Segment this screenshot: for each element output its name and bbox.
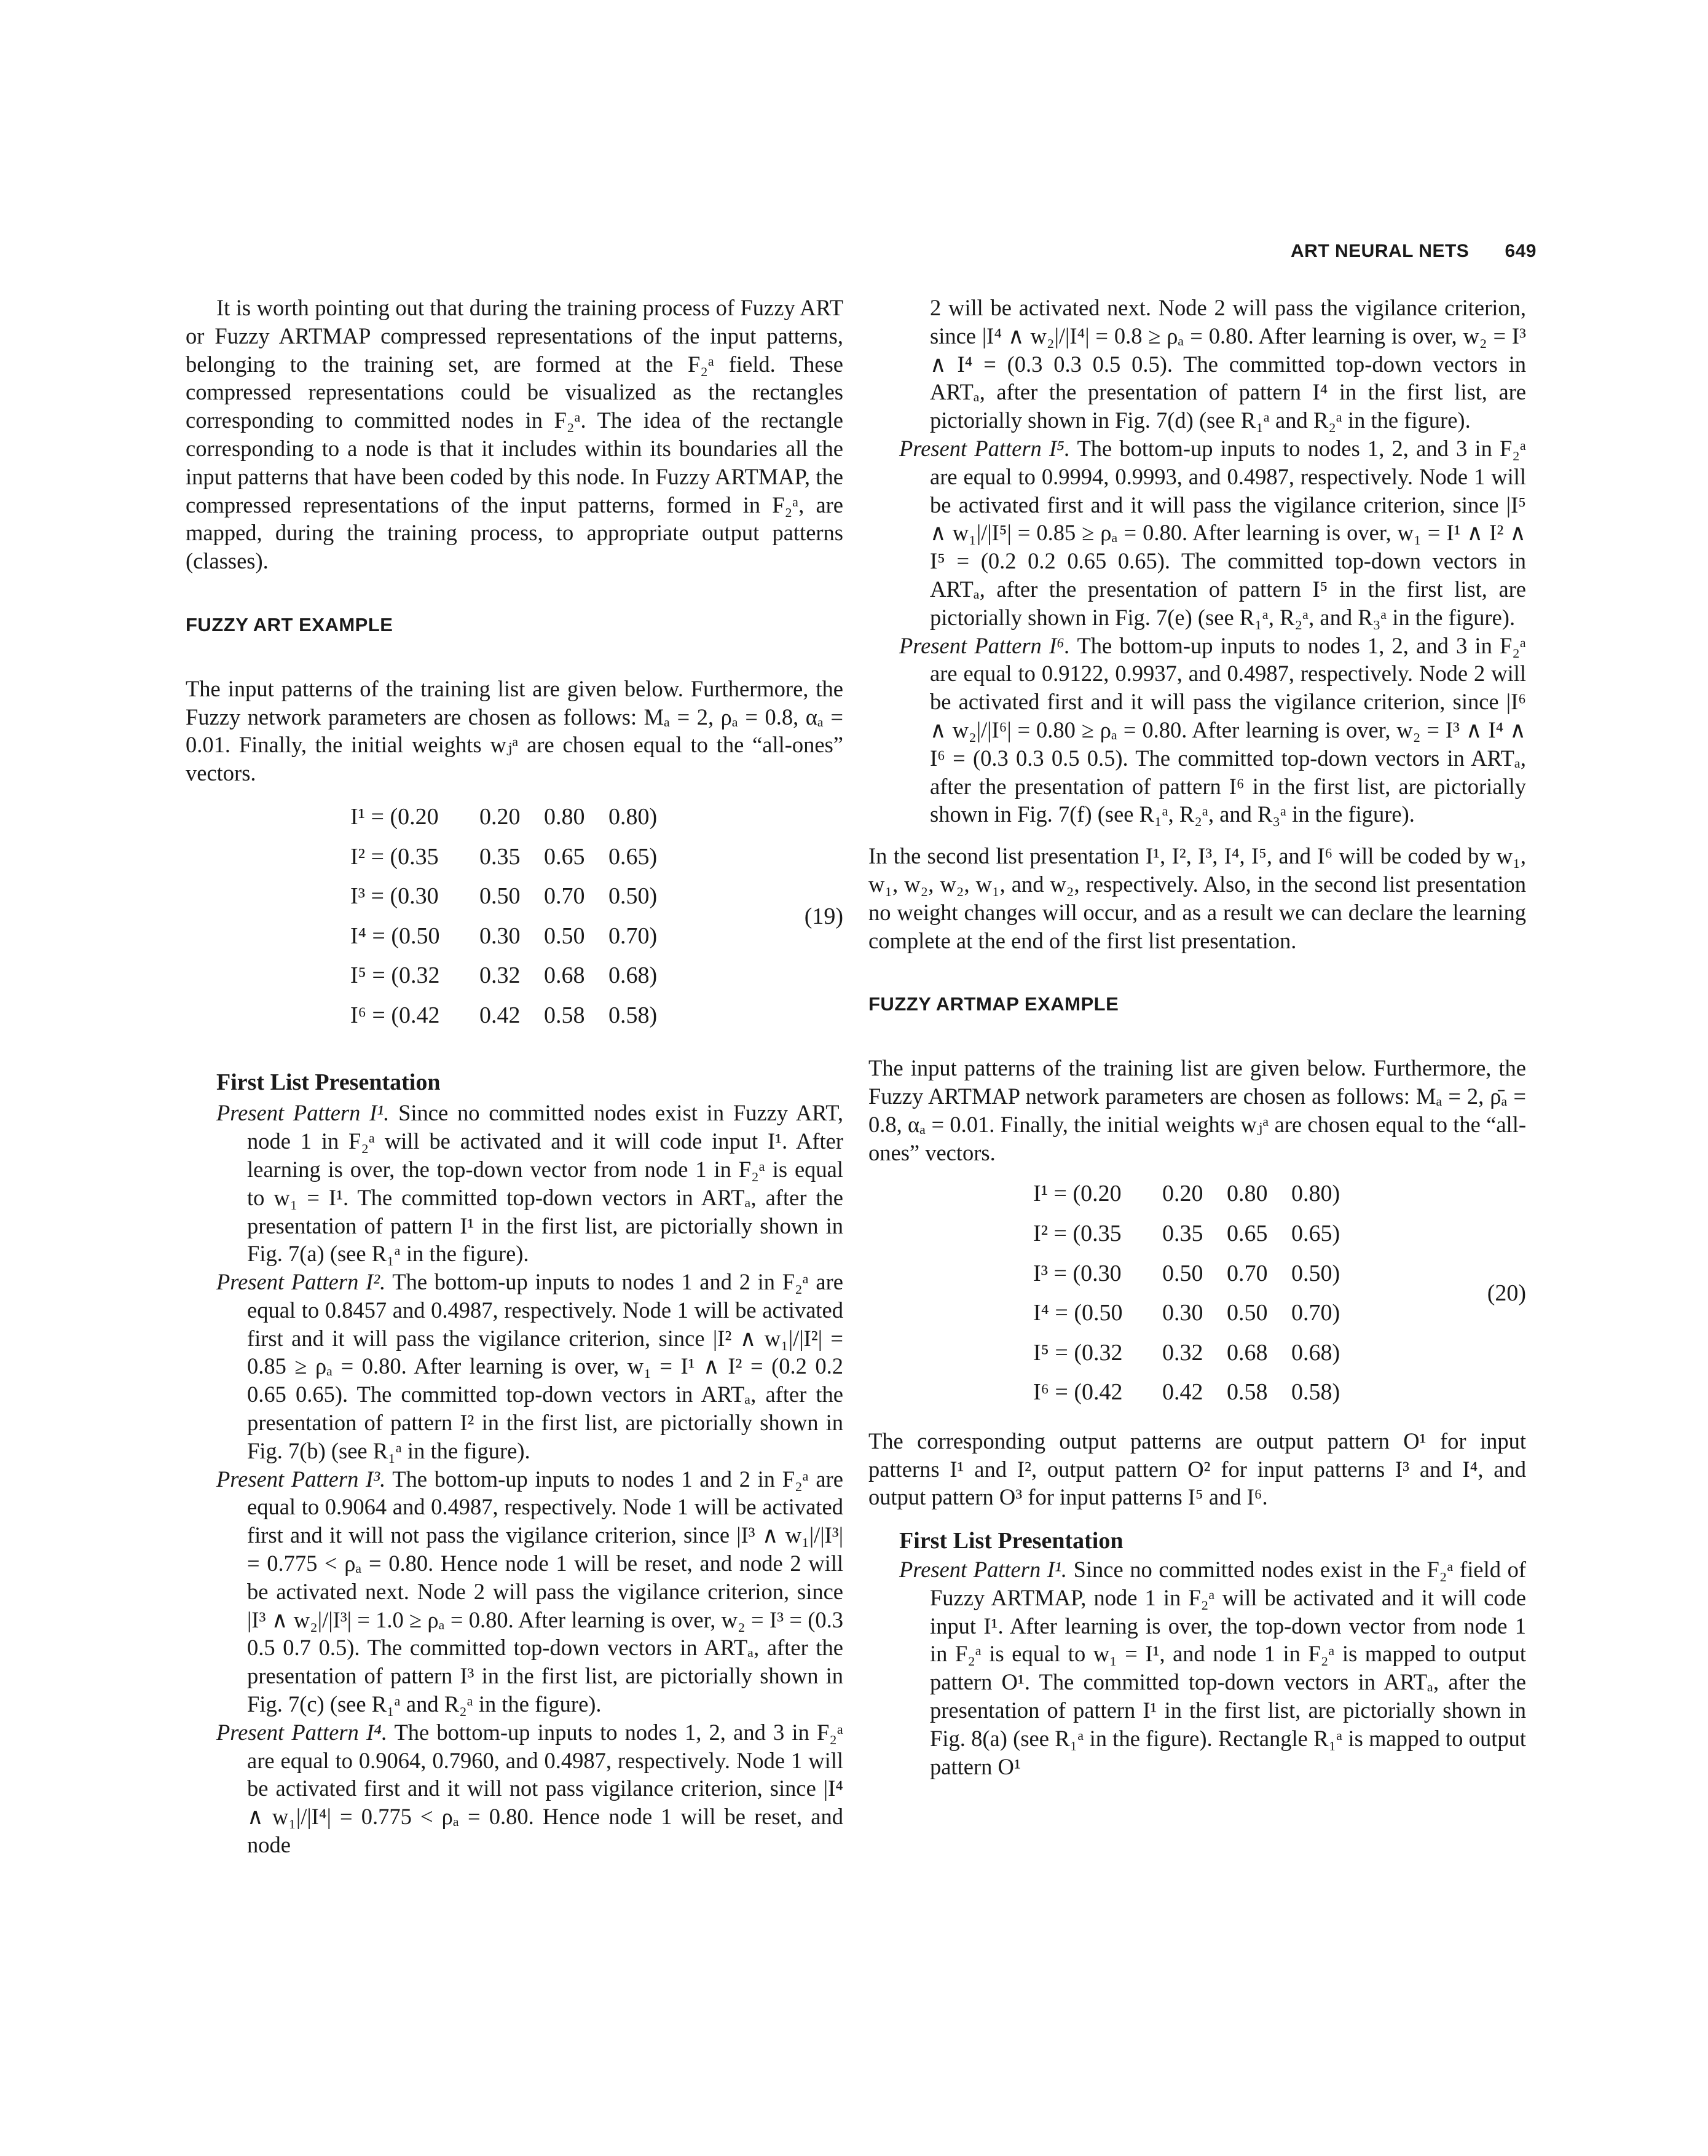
pattern-label: I³ = (0.30 — [1033, 1260, 1122, 1286]
item-lead: Present Pattern I². — [216, 1269, 386, 1295]
pattern-label: I¹ = (0.20 — [350, 803, 439, 830]
pattern-label: I³ = (0.30 — [350, 883, 439, 910]
pattern-value: 0.68 — [1227, 1339, 1268, 1366]
list-item — [899, 632, 1526, 829]
equation-row — [868, 1180, 1526, 1220]
running-header — [1291, 241, 1537, 266]
pattern-label: I⁶ = (0.42 — [1033, 1379, 1123, 1406]
equation-number: (20) — [1487, 1280, 1526, 1307]
second-list-paragraph: In the second list presentation I¹, I², I³, I⁴, I⁵, and I⁶ will be coded by w₁, w₁, w₂, w₂, w₁, and w₂, respectively. Also, in the second list presentation no weight changes will occur, and as a result we can declare the learning complete at the end of the first list presentation. — [868, 843, 1526, 953]
equation-row — [868, 1299, 1526, 1339]
pattern-value: 0.30 — [1162, 1300, 1203, 1326]
intro-paragraph: It is worth pointing out that during the training process of Fuzzy ART or Fuzzy ARTMAP compressed representations of the input patterns, belonging to the training set, are formed at the F₂ᵃ field. These compressed representations could be visualized as the rectangles corresponding to committed nodes in F₂ᵃ. The idea of the rectangle corresponding to a node is that it includes within its boundaries all the input patterns that have been coded by this node. In Fuzzy ARTMAP, the compressed representations of the input patterns, formed in F₂ᵃ, are mapped, during the training process, to appropriate output patterns (classes). — [186, 295, 843, 574]
pattern-value: 0.70 — [544, 883, 585, 910]
list-item — [216, 1268, 843, 1465]
pattern-label: I² = (0.35 — [1033, 1220, 1122, 1246]
item-lead: Present Pattern I⁴. — [216, 1719, 387, 1745]
pattern-value: 0.65) — [1291, 1220, 1340, 1246]
pattern-value: 0.58) — [608, 1002, 658, 1028]
pattern-value: 0.80) — [608, 803, 658, 830]
pattern-value: 0.68) — [1291, 1339, 1340, 1366]
subsection-heading-first-list: First List Presentation — [216, 1069, 441, 1095]
pattern-label: I¹ = (0.20 — [1033, 1181, 1122, 1207]
item-text: The bottom-up inputs to nodes 1, 2, and 3 in F₂ᵃ are equal to 0.9994, 0.9993, and 0.4987, respectively. Node 1 will be activated first and it will pass the vigilance criterion, since |I⁵ ∧ w₁|/|I⁵| = 0.85 ≥ ρₐ = 0.80. After learning is over, w₁ = I¹ ∧ I² ∧ I⁵ = (0.2 0.2 0.65 0.65). The committed top-down vectors in ARTₐ, after the presentation of pattern I⁵ in the first list, are pictorially shown in Fig. 7(e) (see R₁ᵃ, R₂ᵃ, and R₃ᵃ in the figure). — [930, 435, 1527, 630]
section-heading-fuzzy-artmap: FUZZY ARTMAP EXAMPLE — [868, 993, 1119, 1015]
pattern-value: 0.65) — [608, 843, 658, 870]
pattern-value: 0.65 — [544, 843, 585, 870]
pattern-value: 0.32 — [1162, 1339, 1203, 1366]
pattern-value: 0.58 — [1227, 1379, 1268, 1406]
pattern-value: 0.35 — [479, 843, 521, 870]
pattern-value: 0.50) — [1291, 1260, 1340, 1286]
equation-row — [186, 803, 843, 843]
left-column — [186, 294, 843, 1859]
equation-row — [186, 843, 843, 883]
pattern-value: 0.80 — [544, 803, 585, 830]
equation-row — [868, 1260, 1526, 1300]
pattern-label: I⁶ = (0.42 — [350, 1002, 440, 1028]
pattern-value: 0.50 — [1227, 1300, 1268, 1326]
pattern-label: I² = (0.35 — [350, 843, 439, 870]
pattern-label: I⁴ = (0.50 — [1033, 1300, 1123, 1326]
list-item — [899, 435, 1526, 632]
pattern-value: 0.70) — [1291, 1300, 1340, 1326]
pattern-value: 0.80 — [1227, 1181, 1268, 1207]
item-lead: Present Pattern I¹. — [216, 1100, 390, 1126]
pattern-value: 0.68) — [608, 962, 658, 989]
item-text: The bottom-up inputs to nodes 1, 2, and 3 in F₂ᵃ are equal to 0.9122, 0.9937, and 0.4987, respectively. Node 2 will be activated first and it will pass the vigilance criterion, since |I⁶ ∧ w₂|/|I⁶| = 0.80 ≥ ρₐ = 0.80. After learning is over, w₂ = I³ ∧ I⁴ ∧ I⁶ = (0.3 0.3 0.5 0.5). The committed top-down vectors in ARTₐ, after the presentation of pattern I⁶ in the first list, are pictorially shown in Fig. 7(f) (see R₁ᵃ, R₂ᵃ, and R₃ᵃ in the figure). — [930, 632, 1527, 827]
pattern-value: 0.30 — [479, 923, 521, 949]
pattern-value: 0.58 — [544, 1002, 585, 1028]
item-text: The bottom-up inputs to nodes 1 and 2 in F₂ᵃ are equal to 0.9064 and 0.4987, respectively. Node 1 will be activated first and it will not pass the vigilance criterion, since |I³ ∧ w₁|/|I³| = 0.775 < ρₐ = 0.80. Hence node 1 will be reset, and node 2 will be activated next. Node 2 will pass the vigilance criterion, since |I³ ∧ w₂|/|I³| = 1.0 ≥ ρₐ = 0.80. After learning is over, w₂ = I³ = (0.3 0.5 0.7 0.5). The committed top-down vectors in ARTₐ, after the presentation of pattern I³ in the first list, are pictorially shown in Fig. 7(c) (see R₁ᵃ and R₂ᵃ in the figure). — [247, 1466, 843, 1717]
item-text: Since no committed nodes exist in the F₂ᵃ field of Fuzzy ARTMAP, node 1 in F₂ᵃ will be activated and it will code input I¹. After learning is over, the top-down vector from node 1 in F₂ᵃ is equal to w₁ = I¹, and node 1 in F₂ᵃ is mapped to output pattern O¹. The committed top-down vectors in ARTₐ, after the presentation of pattern I¹ in the first list, are pictorially shown in Fig. 8(a) (see R₁ᵃ in the figure). Rectangle R₁ᵃ is mapped to output pattern O¹ — [930, 1557, 1526, 1779]
pattern-label: I⁵ = (0.32 — [1033, 1339, 1123, 1366]
item-lead: Present Pattern I⁵. — [899, 435, 1070, 461]
pattern-value: 0.70 — [1227, 1260, 1268, 1286]
list-item — [899, 1556, 1526, 1780]
pattern-value: 0.50 — [1162, 1260, 1203, 1286]
equation-row — [868, 1220, 1526, 1260]
list-item — [216, 1718, 843, 1859]
output-patterns-paragraph: The corresponding output patterns are output pattern O¹ for input patterns I¹ and I², output pattern O² for input patterns I³ and I⁴, and output pattern O³ for input patterns I⁵ and I⁶. — [868, 1428, 1526, 1510]
list-item — [216, 1465, 843, 1718]
pattern-label: I⁴ = (0.50 — [350, 923, 440, 949]
section-heading-fuzzy-art: FUZZY ART EXAMPLE — [186, 613, 393, 635]
equation-20 — [868, 1180, 1526, 1418]
fuzzy-art-intro-paragraph: The input patterns of the training list are given below. Furthermore, the Fuzzy network parameters are chosen as follows: Mₐ = 2, ρₐ = 0.8, αₐ = 0.01. Finally, the initial weights wⱼᵃ are chosen equal to the “all-ones” vectors. — [186, 675, 843, 786]
pattern-value: 0.32 — [479, 962, 521, 989]
item-text: The bottom-up inputs to nodes 1, 2, and 3 in F₂ᵃ are equal to 0.9064, 0.7960, and 0.4987, respectively. Node 1 will be activated first and it will not pass vigilance criterion, since |I⁴ ∧ w₁|/|I⁴| = 0.775 < ρₐ = 0.80. Hence node 1 will be reset, and node — [247, 1719, 844, 1858]
item-text: Since no committed nodes exist in Fuzzy ART, node 1 in F₂ᵃ will be activated and it will code input I¹. After learning is over, the top-down vector from node 1 in F₂ᵃ is equal to w₁ = I¹. The committed top-down vectors in ARTₐ, after the presentation of pattern I¹ in the first list, are pictorially shown in Fig. 7(a) (see R₁ᵃ in the figure). — [247, 1100, 843, 1267]
equation-number: (19) — [804, 903, 843, 929]
pattern-value: 0.20 — [1162, 1181, 1203, 1207]
item-lead: Present Pattern I³. — [216, 1466, 386, 1492]
equation-row — [186, 1002, 843, 1042]
pattern-label: I⁵ = (0.32 — [350, 962, 440, 989]
pattern-value: 0.35 — [1162, 1220, 1203, 1246]
equation-19 — [186, 803, 843, 1042]
pattern-value: 0.50) — [608, 883, 658, 910]
item-text: The bottom-up inputs to nodes 1 and 2 in F₂ᵃ are equal to 0.8457 and 0.4987, respectively. Node 1 will be activated first and it will pass the vigilance criterion, since |I² ∧ w₁|/|I²| = 0.85 ≥ ρₐ = 0.80. After learning is over, w₁ = I¹ ∧ I² = (0.2 0.2 0.65 0.65). The committed top-down vectors in ARTₐ, after the presentation of pattern I² in the first list, are pictorially shown in Fig. 7(b) (see R₁ᵃ in the figure). — [247, 1269, 843, 1463]
right-column — [868, 294, 1526, 1780]
pattern-value: 0.68 — [544, 962, 585, 989]
page-number: 649 — [1505, 241, 1537, 261]
equation-row — [868, 1379, 1526, 1418]
pattern-value: 0.65 — [1227, 1220, 1268, 1246]
pattern-value: 0.70) — [608, 923, 658, 949]
pattern-value: 0.50 — [544, 923, 585, 949]
equation-row — [186, 883, 843, 923]
pattern-value: 0.42 — [479, 1002, 521, 1028]
pattern-value: 0.20 — [479, 803, 521, 830]
pattern-value: 0.50 — [479, 883, 521, 910]
item-lead: Present Pattern I¹. — [899, 1557, 1068, 1583]
equation-row — [186, 923, 843, 962]
subsection-heading-first-list: First List Presentation — [899, 1528, 1124, 1554]
continuation-paragraph: 2 will be activated next. Node 2 will pass the vigilance criterion, since |I⁴ ∧ w₂|/|I⁴| = 0.8 ≥ ρₐ = 0.80. After learning is over, w₂ = I³ ∧ I⁴ = (0.3 0.3 0.5 0.5). The committed top-down vectors in ARTₐ, after the presentation of pattern I⁴ in the first list, are pictorially shown in Fig. 7(d) (see R₁ᵃ and R₂ᵃ in the figure). — [930, 295, 1526, 433]
running-title: ART NEURAL NETS — [1291, 241, 1470, 261]
list-item — [216, 1099, 843, 1268]
fuzzy-artmap-intro-paragraph: The input patterns of the training list are given below. Furthermore, the Fuzzy ARTMAP network parameters are chosen as follows: Mₐ = 2, ρ̄ₐ = 0.8, αₐ = 0.01. Finally, the initial weights wⱼᵃ are chosen equal to the “all-ones” vectors. — [868, 1055, 1526, 1165]
pattern-value: 0.58) — [1291, 1379, 1340, 1406]
pattern-value: 0.80) — [1291, 1181, 1340, 1207]
equation-row — [868, 1339, 1526, 1379]
item-lead: Present Pattern I⁶. — [899, 632, 1070, 658]
pattern-value: 0.42 — [1162, 1379, 1203, 1406]
equation-row — [186, 962, 843, 1002]
